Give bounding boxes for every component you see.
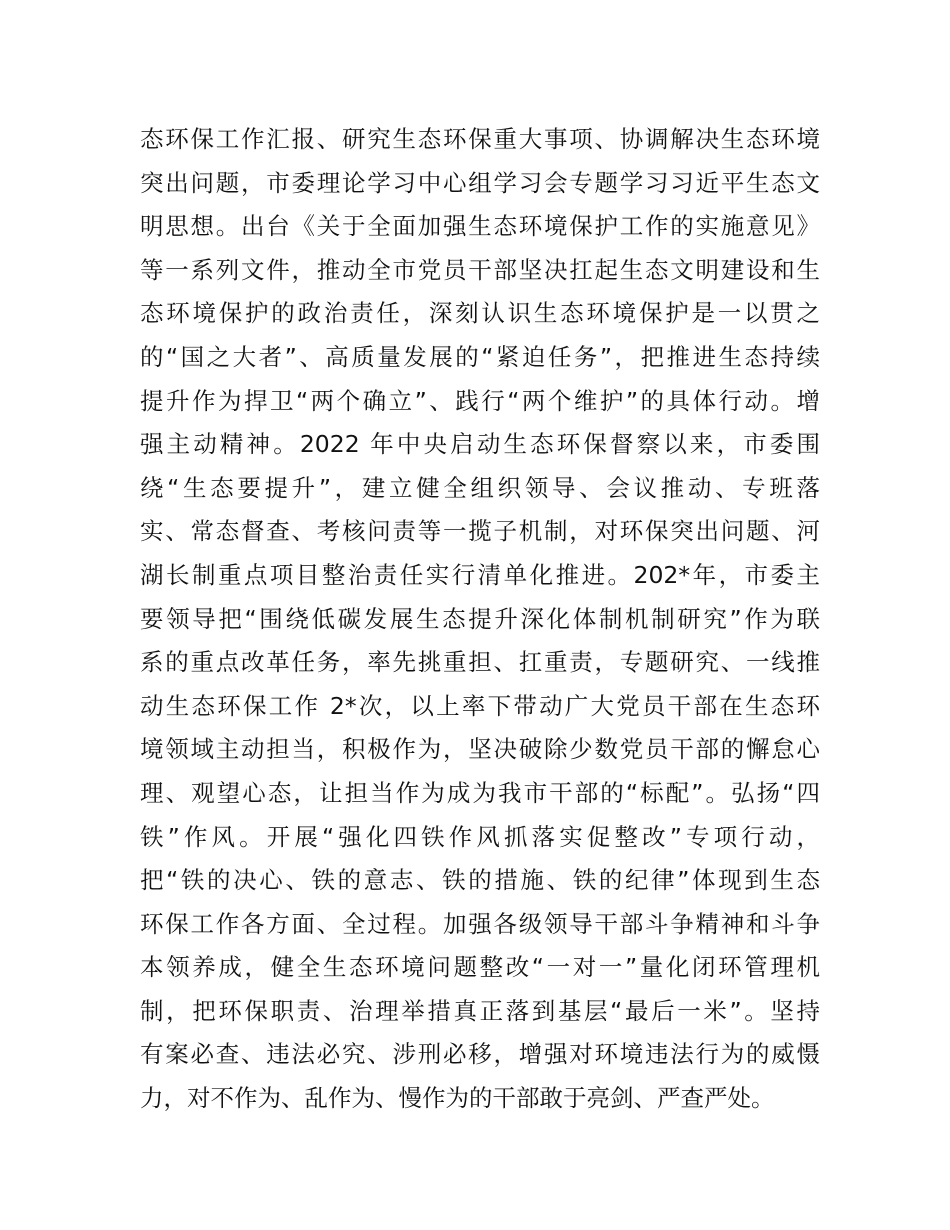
text-line: 境领域主动担当，积极作为，坚决破除少数党员干部的懈怠心 bbox=[140, 735, 820, 764]
text-line: 绕“生态要提升”，建立健全组织领导、会议推动、专班落 bbox=[140, 473, 820, 502]
text-line: 铁”作风。开展“强化四铁作风抓落实促整改”专项行动， bbox=[140, 822, 820, 851]
text-line: 本领养成，健全生态环境问题整改“一对一”量化闭环管理机 bbox=[140, 953, 820, 982]
text-line: 等一系列文件，推动全市党员干部坚决扛起生态文明建设和生 bbox=[140, 255, 820, 284]
text-line: 态环保工作汇报、研究生态环保重大事项、协调解决生态环境 bbox=[140, 125, 820, 153]
text-line: 力，对不作为、乱作为、慢作为的干部敢于亮剑、严查严处。 bbox=[140, 1084, 775, 1113]
text-line: 态环境保护的政治责任，深刻认识生态环境保护是一以贯之 bbox=[140, 299, 820, 328]
text-line: 动生态环保工作 2*次，以上率下带动广大党员干部在生态环 bbox=[140, 691, 820, 720]
text-line: 把“铁的决心、铁的意志、铁的措施、铁的纪律”体现到生态 bbox=[140, 866, 820, 895]
text-line: 环保工作各方面、全过程。加强各级领导干部斗争精神和斗争 bbox=[140, 909, 820, 938]
text-line: 强主动精神。2022 年中央启动生态环保督察以来，市委围 bbox=[140, 430, 820, 459]
text-line: 的“国之大者”、高质量发展的“紧迫任务”，把推进生态持续 bbox=[140, 342, 820, 371]
text-line: 要领导把“围绕低碳发展生态提升深化体制机制研究”作为联 bbox=[140, 604, 820, 633]
text-line: 理、观望心态，让担当作为成为我市干部的“标配”。弘扬“四 bbox=[140, 778, 820, 807]
text-line: 系的重点改革任务，率先挑重担、扛重责，专题研究、一线推 bbox=[140, 648, 820, 677]
text-line: 湖长制重点项目整治责任实行清单化推进。202*年，市委主 bbox=[140, 560, 820, 589]
body-paragraph bbox=[140, 118, 820, 1121]
text-line: 突出问题，市委理论学习中心组学习会专题学习习近平生态文 bbox=[140, 168, 820, 197]
text-line: 提升作为捍卫“两个确立”、践行“两个维护”的具体行动。增 bbox=[140, 386, 820, 415]
text-line: 明思想。出台《关于全面加强生态环境保护工作的实施意见》 bbox=[140, 212, 820, 241]
text-line: 实、常态督查、考核问责等一揽子机制，对环保突出问题、河 bbox=[140, 517, 820, 546]
text-line: 制，把环保职责、治理举措真正落到基层“最后一米”。坚持 bbox=[140, 996, 820, 1025]
text-line: 有案必查、违法必究、涉刑必移，增强对环境违法行为的威慑 bbox=[140, 1040, 820, 1069]
